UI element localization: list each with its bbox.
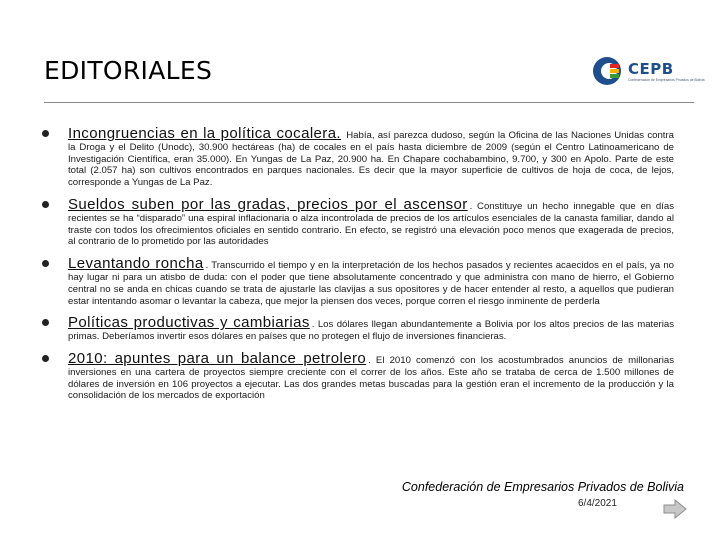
editorial-item [42, 125, 674, 189]
bullet-icon [42, 355, 49, 362]
editorial-headline[interactable]: Sueldos suben por las gradas, precios por el ascensor [68, 195, 468, 213]
editorial-item [42, 195, 674, 248]
editorial-item [42, 255, 674, 307]
bullet-icon [42, 260, 49, 267]
editorial-item [42, 349, 674, 402]
bullet-icon [42, 319, 49, 326]
footer-date: 6/4/2021 [578, 498, 617, 509]
editorials-list [42, 125, 674, 412]
logo-brand: CEPB [628, 59, 674, 78]
editorial-body: Había, así parezca dudoso, según la Oficina de las Naciones Unidas contra la Droga y el Delito (Unodc), 30.900 hectáreas (ha) de cocales en el país hasta diciembre de 2009 (según el Centro Latinoamericano de Investigación Científica, eran 35.000). En Yungas de La Paz, 20.900 ha. En Chapare cochabambino, 9.700, y 300 en Apolo. Parte de este total (2.057 ha) son cultivos encontrados en parques nacionales. Es decir que la mayor superficie de cultivos de hoja de coca, de lejos, corresponde a Yungas de La Paz. [68, 130, 674, 189]
editorial-body: . El 2010 comenzó con los acostumbrados anuncios de millonarias inversiones en una cartera de proyectos siempre creciente con el correr de los años. Este año se trataba de cerca de 1.500 millones de dólares de inversión en 106 proyectos a ejecutar. Las dos grandes metas buscadas para la gestión eran el incremento de la producción y la consolidación de los mercados de exportación [68, 354, 674, 402]
editorial-item [42, 314, 674, 343]
editorial-body: . Transcurrido el tiempo y en la interpretación de los hechos pasados y recientes acaecidos en el país, ya no hay lugar ni para un atisbo de duda: con el poder que tiene absolutamente concentrado y que administra con mano de hierro, el Gobierno central no se anda en chicas cuando se trata de ajustarle las clavijas a sus opositores y de hacer entender al resto, a aquellos que pudieran estar intentando asomar o levantar la cabeza, que mejor la piensen dos veces, porque corren el riesgo inminente de perderla [68, 260, 674, 307]
editorial-headline[interactable]: Políticas productivas y cambiarias [68, 314, 310, 332]
bullet-icon [42, 201, 49, 208]
next-slide-button[interactable] [662, 499, 688, 524]
editorial-headline[interactable]: Levantando roncha [68, 255, 204, 273]
editorial-body: . Constituye un hecho innegable que en días recientes se ha “disparado” una espiral inflacionaria o alza incontrolada de precios de los artículos esenciales de la canasta familiar, dando al traste con todos los ofrecimientos oficiales en sentido contrario. En efecto, se registró una elevación poco menos que exagerada de precios, al contrario de lo prometido por las autoridades [68, 200, 674, 248]
bullet-icon [42, 130, 49, 137]
cepb-logo [592, 56, 705, 86]
logo-subtitle: Confederación de Empresarios Privados de Bolivia [628, 77, 705, 82]
footer-organization: Confederación de Empresarios Privados de Bolivia [401, 480, 684, 494]
arrow-right-icon [662, 499, 688, 519]
cepb-emblem-icon [592, 56, 622, 86]
editorial-body: . Los dólares llegan abundantemente a Bolivia por los altos precios de las materias primas. Deberíamos invertir esos dólares en países que no protegen el flujo de inversiones financieras. [68, 319, 674, 343]
editorial-headline[interactable]: Incongruencias en la política cocalera. [68, 125, 341, 142]
editorial-headline[interactable]: 2010: apuntes para un balance petrolero [68, 349, 367, 367]
title-divider [44, 102, 694, 103]
page-title: EDITORIALES [44, 56, 213, 85]
